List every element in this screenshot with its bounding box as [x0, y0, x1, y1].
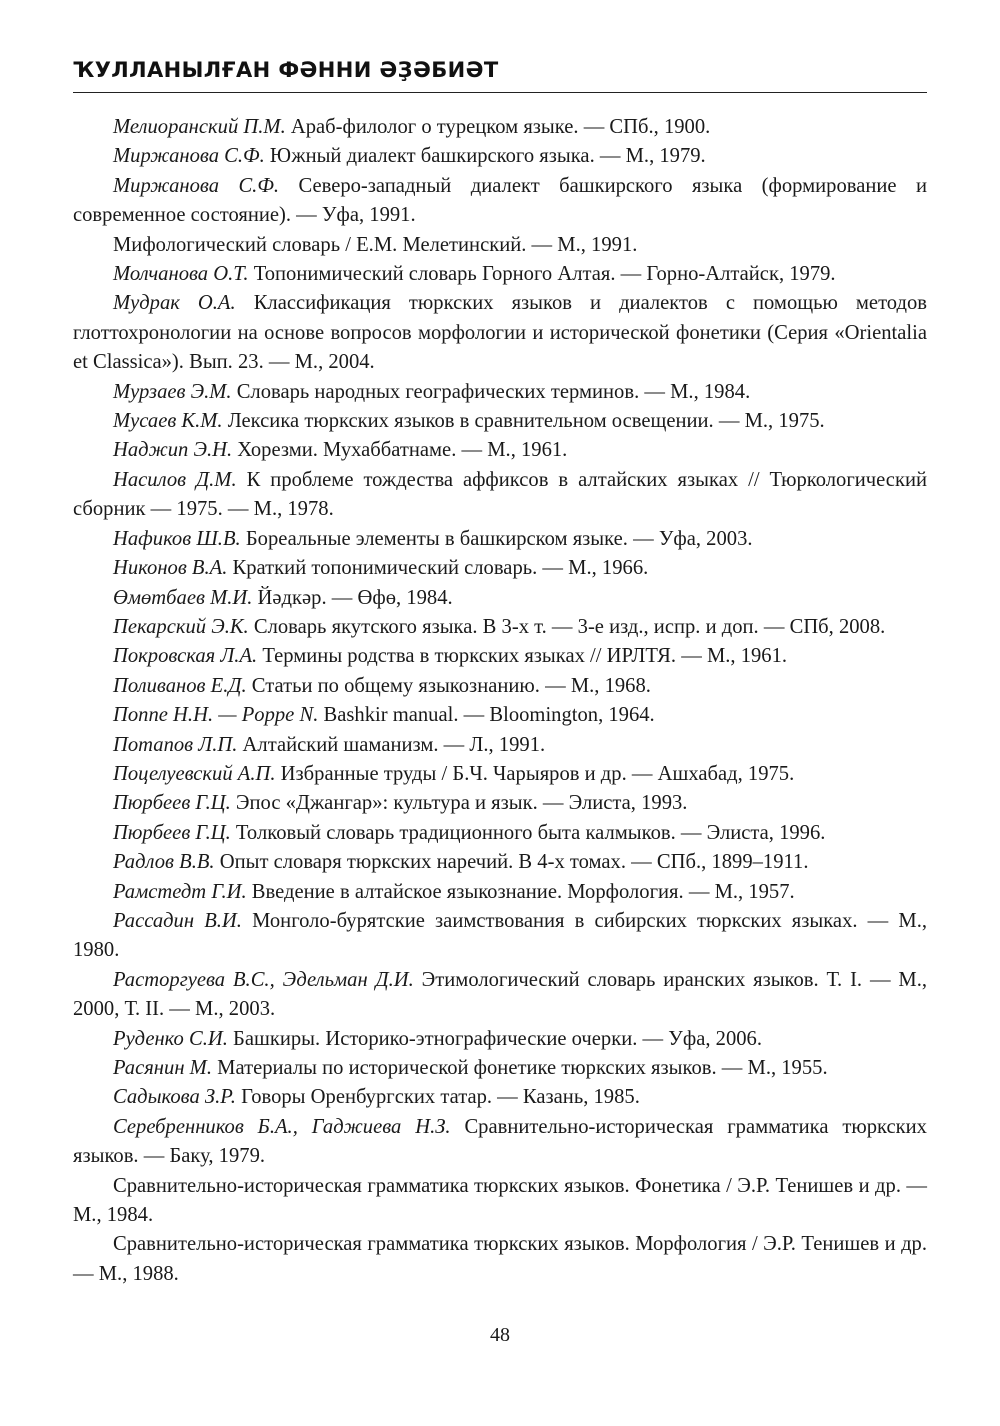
- bibliography-entry: [73, 701, 927, 730]
- bibliography-entry: [73, 731, 927, 760]
- entry-text: Хорезми. Мухаббатнаме. — М., 1961.: [232, 439, 568, 462]
- bibliography-entry: [73, 1230, 927, 1289]
- bibliography-entry: [73, 613, 927, 642]
- entry-author: Пекарский Э.К.: [113, 615, 249, 638]
- entry-author: Молчанова О.Т.: [113, 263, 249, 286]
- bibliography-entry: [73, 848, 927, 877]
- bibliography-entry: [73, 1025, 927, 1054]
- bibliography-entry: [73, 672, 927, 701]
- entry-author: Серебренников Б.А., Гаджиева Н.З.: [113, 1115, 451, 1138]
- entry-text: Башкиры. Историко-этнографические очерки. — Уфа, 2006.: [227, 1027, 762, 1050]
- entry-text: Араб-филолог о турецком языке. — СПб., 1900.: [285, 116, 711, 138]
- bibliography-entry: [73, 1172, 927, 1231]
- entry-text: Сравнительно-историческая грамматика тюркских языков. Фонетика / Э.Р. Тенишев и др. — М., 1984.: [73, 1174, 927, 1227]
- entry-text: Мифологический словарь / Е.М. Мелетинский. — М., 1991.: [113, 233, 638, 256]
- entry-text: Bashkir manual. — Bloomington, 1964.: [318, 704, 655, 727]
- entry-author: Миржанова С.Ф.: [113, 145, 265, 168]
- entry-text: Бореальные элементы в башкирском языке. — Уфа, 2003.: [240, 527, 753, 550]
- entry-text: Опыт словаря тюркских наречий. В 4-х томах. — СПб., 1899–1911.: [214, 851, 809, 874]
- entry-author: Миржанова С.Ф.: [113, 174, 280, 197]
- entry-author: Рамстедт Г.И.: [113, 880, 247, 903]
- entry-text: Алтайский шаманизм. — Л., 1991.: [237, 733, 546, 756]
- bibliography-entry: [73, 466, 927, 525]
- entry-text: Йәдкәр. — Өфө, 1984.: [252, 586, 453, 609]
- entry-text: Сравнительно-историческая грамматика тюркских языков. Морфология / Э.Р. Тенишев и др. — М., 1988.: [73, 1233, 927, 1285]
- entry-author: Пюрбеев Г.Ц.: [113, 821, 231, 844]
- entry-author: Нафиков Ш.В.: [113, 527, 241, 550]
- entry-text: Классификация тюркских языков и диалектов с помощью методов глоттохронологии на основе вопросов морфологии и исторической фонетики (Серия «Orientalia et Classica»). Вып. 23. — М., 2004.: [73, 292, 928, 374]
- bibliography-entry: [73, 260, 927, 289]
- bibliography-entry: [73, 966, 927, 1025]
- entry-text: Словарь якутского языка. В 3-х т. — 3-е изд., испр. и доп. — СПб, 2008.: [248, 615, 886, 638]
- entry-author: Руденко С.И.: [113, 1027, 228, 1050]
- bibliography-entry: [73, 525, 927, 554]
- bibliography-entry: [73, 113, 927, 142]
- entry-text: Словарь народных географических терминов. — М., 1984.: [231, 380, 751, 403]
- bibliography-entry: [73, 907, 927, 966]
- entry-author: Мусаев К.М.: [113, 410, 223, 433]
- bibliography-entry: [73, 760, 927, 789]
- bibliography-entry: [73, 142, 927, 171]
- bibliography-entry: [73, 231, 927, 260]
- bibliography-entry: [73, 789, 927, 818]
- entry-author: Мелиоранский П.М.: [113, 116, 286, 138]
- entry-author: Мудрак О.А.: [113, 292, 236, 315]
- entry-author: Насилов Д.М.: [113, 468, 237, 491]
- bibliography-entry: [73, 1113, 927, 1172]
- bibliography-entry: [73, 1054, 927, 1083]
- entry-text: Статьи по общему языкознанию. — М., 1968.: [246, 674, 651, 697]
- entry-author: Поцелуевский А.П.: [113, 762, 276, 785]
- bibliography-entry: [73, 436, 927, 465]
- entry-author: Потапов Л.П.: [113, 733, 238, 756]
- entry-text: Сравнительно-историческая грамматика тюркских языков. — Баку, 1979.: [73, 1115, 927, 1168]
- entry-author: Поппе Н.Н. — Poppe N.: [113, 704, 319, 727]
- bibliography-entry: [73, 642, 927, 671]
- entry-text: Материалы по исторической фонетике тюркских языков. — М., 1955.: [212, 1057, 828, 1079]
- bibliography-entry: [73, 554, 927, 583]
- entry-text: Говоры Оренбургских татар. — Казань, 1985.: [235, 1086, 640, 1109]
- bibliography-entry: [73, 289, 927, 377]
- entry-text: Топонимический словарь Горного Алтая. — Горно-Алтайск, 1979.: [248, 263, 836, 286]
- entry-text: Этимологический словарь иранских языков. Т. I. — М., 2000, Т. II. — М., 2003.: [73, 968, 928, 1021]
- bibliography-entry: [73, 584, 927, 613]
- entry-author: Садыкова З.Р.: [113, 1086, 236, 1109]
- entry-text: Толковый словарь традиционного быта калмыков. — Элиста, 1996.: [230, 821, 826, 844]
- entry-text: Северо-западный диалект башкирского языка (формирование и современное состояние). — Уфа, 1991.: [73, 174, 927, 227]
- bibliography-entry: [73, 1083, 927, 1112]
- entry-text: Избранные труды / Б.Ч. Чарыяров и др. — Ашхабад, 1975.: [275, 762, 795, 785]
- bibliography-entry: [73, 819, 927, 848]
- entry-text: Введение в алтайское языкознание. Морфология. — М., 1957.: [246, 880, 795, 903]
- entry-text: Лексика тюркских языков в сравнительном освещении. — М., 1975.: [222, 410, 825, 433]
- entry-author: Наджип Э.Н.: [113, 439, 233, 462]
- bibliography-list: [73, 113, 927, 1289]
- entry-text: Краткий топонимический словарь. — М., 1966.: [227, 557, 649, 580]
- bibliography-entry: [73, 878, 927, 907]
- entry-author: Никонов В.А.: [113, 557, 228, 580]
- entry-author: Өмөтбаев М.И.: [113, 586, 253, 609]
- entry-text: Южный диалект башкирского языка. — М., 1979.: [264, 145, 706, 168]
- entry-author: Рассадин В.И.: [113, 909, 242, 932]
- running-head-title: ҠУЛЛАНЫЛҒАН ФӘННИ ӘҘӘБИӘТ: [73, 58, 499, 82]
- entry-author: Расторгуева В.С., Эдельман Д.И.: [113, 968, 414, 991]
- page-number: 48: [490, 1324, 510, 1346]
- entry-text: К проблеме тождества аффиксов в алтайских языках // Тюркологический сборник — 1975. — М., 1978.: [73, 468, 927, 521]
- entry-author: Покровская Л.А.: [113, 645, 258, 668]
- entry-author: Пюрбеев Г.Ц.: [113, 792, 231, 815]
- entry-author: Радлов В.В.: [113, 851, 215, 874]
- bibliography-entry: [73, 378, 927, 407]
- entry-author: Расянин М.: [113, 1057, 212, 1079]
- entry-author: Поливанов Е.Д.: [113, 674, 247, 697]
- header-rule: [73, 92, 927, 93]
- bibliography-entry: [73, 172, 927, 231]
- entry-text: Термины родства в тюркских языках // ИРЛТЯ. — М., 1961.: [257, 645, 788, 668]
- entry-text: Эпос «Джангар»: культура и язык. — Элиста, 1993.: [230, 792, 688, 815]
- entry-author: Мурзаев Э.М.: [113, 380, 232, 403]
- bibliography-entry: [73, 407, 927, 436]
- entry-text: Монголо-бурятские заимствования в сибирских тюркских языках. — М., 1980.: [73, 909, 927, 962]
